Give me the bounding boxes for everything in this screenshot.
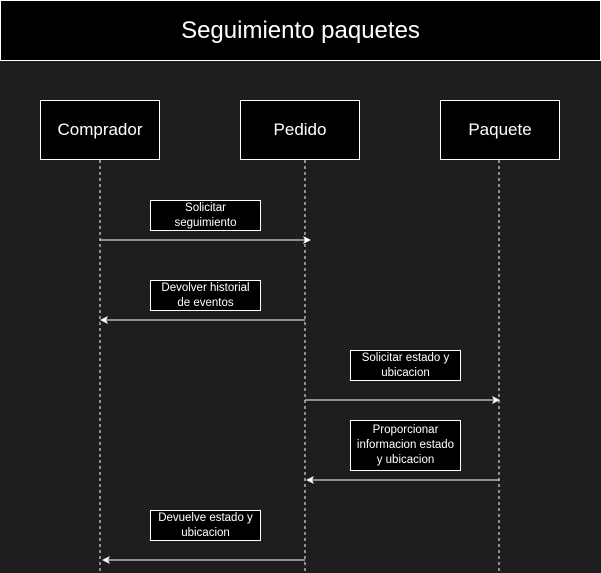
actor-paquete[interactable]: Paquete [440, 100, 560, 160]
actor-pedido[interactable]: Pedido [240, 100, 360, 160]
message-label-1[interactable]: Solicitar seguimiento [150, 200, 261, 231]
message-label-5[interactable]: Devuelve estado y ubicacion [150, 510, 261, 541]
message-label-4[interactable]: Proporcionar informacion estado y ubicacion [350, 420, 461, 471]
message-label-3[interactable]: Solicitar estado y ubicacion [350, 350, 461, 381]
message-label-2[interactable]: Devolver historial de eventos [150, 280, 261, 311]
diagram-title: Seguimiento paquetes [0, 0, 601, 61]
actor-comprador[interactable]: Comprador [40, 100, 160, 160]
